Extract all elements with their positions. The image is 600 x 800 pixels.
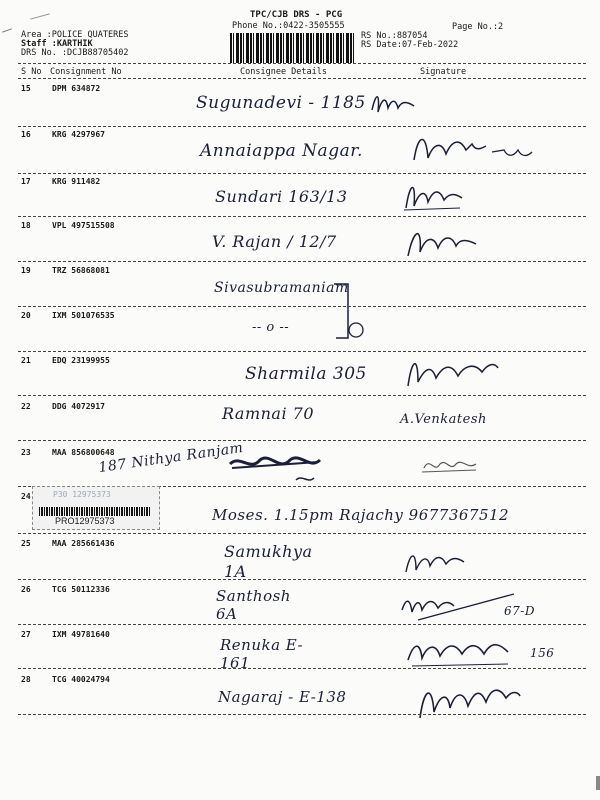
consignee-handwriting: Renuka E-161	[220, 636, 304, 672]
signature-scribble	[402, 350, 502, 394]
header-barcode	[230, 33, 354, 63]
col-signature: Signature	[420, 67, 467, 77]
row-rule	[18, 306, 586, 307]
page-number: Page No.:2	[452, 22, 504, 32]
consignee-handwriting: Nagaraj - E-138	[218, 688, 347, 706]
area-label: Area :POLICE QUATERES	[21, 30, 129, 40]
consignee-handwriting: Sivasubramaniam	[214, 280, 349, 296]
row-consignment: VPL 497515508	[52, 221, 115, 230]
col-consignment: Consignment No	[50, 67, 122, 77]
rs-number: RS No.:887054	[361, 31, 428, 41]
consignee-handwriting: Ramnai 70	[222, 404, 315, 423]
sticker-barcode	[39, 507, 151, 516]
col-sno: S No	[21, 67, 42, 77]
consignee-handwriting: -- o --	[252, 320, 290, 335]
signature-scribble	[368, 90, 418, 118]
row-rule	[18, 624, 586, 625]
signature-scribble	[400, 178, 470, 216]
row-sno: 21	[21, 356, 31, 365]
row-rule	[18, 216, 586, 217]
consignment-sticker	[32, 486, 160, 530]
row-sno: 18	[21, 221, 31, 230]
phone-number: Phone No.:0422-3505555	[232, 21, 345, 31]
consignee-handwriting: Santhosh 6A	[216, 587, 291, 623]
row-consignment: EDQ 23199955	[52, 356, 110, 365]
header-rule	[18, 78, 586, 79]
row-rule	[18, 579, 586, 580]
scan-mark	[2, 28, 12, 32]
row-rule	[18, 126, 586, 127]
consignee-handwriting: Sharmila 305	[245, 364, 367, 384]
row-sno: 20	[21, 311, 31, 320]
consignee-handwriting: V. Rajan / 12/7	[212, 232, 337, 251]
consignee-handwriting: Samukhya 1A	[224, 542, 313, 581]
row-sno: 26	[21, 585, 31, 594]
row-sno: 16	[21, 130, 31, 139]
consignee-handwriting: 187 Nithya Ranjam	[97, 439, 245, 477]
signature-scribble	[420, 452, 480, 480]
scan-mark	[30, 13, 50, 19]
row-rule	[18, 668, 586, 669]
document-title: TPC/CJB DRS - PCG	[250, 10, 343, 20]
row-sno: 24	[21, 492, 31, 501]
signature-scribble	[402, 222, 482, 262]
staff-label: Staff :KARTHIK	[21, 39, 93, 49]
drs-number: DRS No. :DCJB88705402	[21, 48, 129, 58]
signature-scribble	[398, 586, 518, 626]
header-rule	[18, 63, 586, 64]
row-consignment: TCG 40024794	[52, 675, 110, 684]
signature-text: 67-D	[504, 604, 535, 618]
sticker-code: PRO12975373	[55, 516, 115, 526]
row-consignment: DPM 634872	[52, 84, 101, 93]
signature-scribble	[330, 280, 370, 344]
struck-out-scribble	[226, 450, 326, 490]
row-consignment: TRZ 56868081	[52, 266, 110, 275]
signature-scribble	[408, 128, 538, 170]
row-sno: 15	[21, 84, 31, 93]
rs-date: RS Date:07-Feb-2022	[361, 40, 459, 50]
row-sno: 23	[21, 448, 31, 457]
row-rule	[18, 261, 586, 262]
row-consignment: MAA 856800648	[52, 448, 115, 457]
row-consignment: KRG 911482	[52, 177, 101, 186]
signature-scribble	[414, 678, 524, 724]
row-rule	[18, 173, 586, 174]
row-rule	[18, 440, 586, 441]
row-rule	[18, 533, 586, 534]
row-consignment: TCG 50112336	[52, 585, 110, 594]
scan-edge-mark	[596, 776, 600, 790]
row-consignment: IXM 501076535	[52, 311, 115, 320]
signature-text: 156	[530, 646, 555, 660]
row-consignment: IXM 49781640	[52, 630, 110, 639]
sticker-faint-code: P30 12975373	[53, 490, 111, 499]
col-consignee: Consignee Details	[240, 67, 327, 77]
consignee-handwriting: Annaiappa Nagar.	[200, 141, 363, 161]
row-rule	[18, 714, 586, 715]
consignee-handwriting: Sugunadevi - 1185	[196, 93, 366, 113]
row-consignment: DDG 4072917	[52, 402, 105, 411]
consignee-handwriting: Moses. 1.15pm Rajachy 9677367512	[212, 506, 510, 524]
row-sno: 17	[21, 177, 31, 186]
row-consignment: KRG 4297967	[52, 130, 105, 139]
row-consignment: MAA 285661436	[52, 539, 115, 548]
consignee-handwriting: Sundari 163/13	[215, 187, 348, 206]
signature-scribble	[400, 546, 470, 578]
row-rule	[18, 395, 586, 396]
signature-text: A.Venkatesh	[400, 412, 487, 427]
row-sno: 28	[21, 675, 31, 684]
row-sno: 25	[21, 539, 31, 548]
row-sno: 22	[21, 402, 31, 411]
row-sno: 19	[21, 266, 31, 275]
row-sno: 27	[21, 630, 31, 639]
